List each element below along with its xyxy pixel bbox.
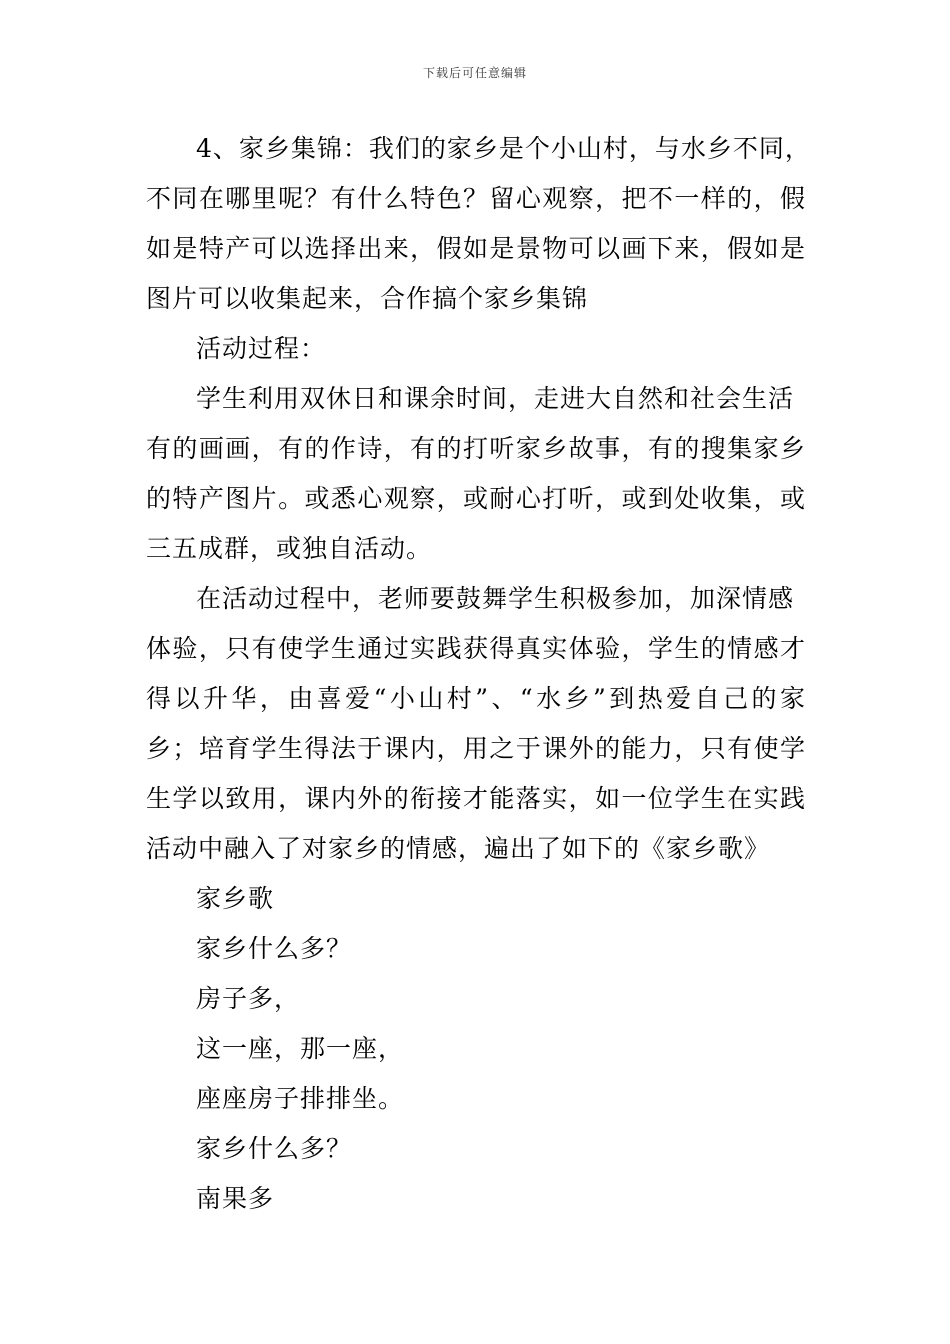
poem-line: 这一座，那一座， [196, 1034, 405, 1063]
text-line: 4、家乡集锦：我们的家乡是个小山村，与水乡不同， [196, 134, 811, 163]
text-line: 图片可以收集起来，合作搞个家乡集锦 [146, 284, 589, 313]
poem-line: 家乡什么多？ [196, 934, 353, 963]
text-line: 乡；培育学生得法于课内，用之于课外的能力，只有使学 [146, 734, 806, 763]
poem-line: 房子多， [196, 984, 301, 1013]
poem-line: 南果多 [196, 1184, 275, 1213]
text-line: 的特产图片。或悉心观察，或耐心打听，或到处收集，或 [146, 484, 806, 513]
text-line: 体验，只有使学生通过实践获得真实体验，学生的情感才 [146, 634, 806, 663]
text-line: 学生利用双休日和课余时间，走进大自然和社会生活 [196, 384, 795, 413]
poem-line: 座座房子排排坐。 [196, 1084, 405, 1113]
text-line: 有的画画，有的作诗，有的打听家乡故事，有的搜集家乡 [146, 434, 806, 463]
text-line: 如是特产可以选择出来，假如是景物可以画下来，假如是 [146, 234, 806, 263]
poem-title: 家乡歌 [196, 884, 275, 913]
text-line: 不同在哪里呢？有什么特色？留心观察，把不一样的，假 [146, 184, 806, 213]
poem-line: 家乡什么多？ [196, 1134, 353, 1163]
text-line: 在活动过程中，老师要鼓舞学生积极参加，加深情感 [196, 584, 795, 613]
page-header: 下载后可任意编辑 [422, 66, 527, 80]
text-line: 活动中融入了对家乡的情感，遍出了如下的《家乡歌》 [146, 834, 771, 863]
text-line: 三五成群，或独自活动。 [146, 534, 433, 563]
section-heading: 活动过程： [196, 334, 327, 363]
text-line: 生学以致用，课内外的衔接才能落实，如一位学生在实践 [146, 784, 806, 813]
text-line: 得以升华，由喜爱“小山村”、“水乡”到热爱自己的家 [146, 684, 806, 713]
